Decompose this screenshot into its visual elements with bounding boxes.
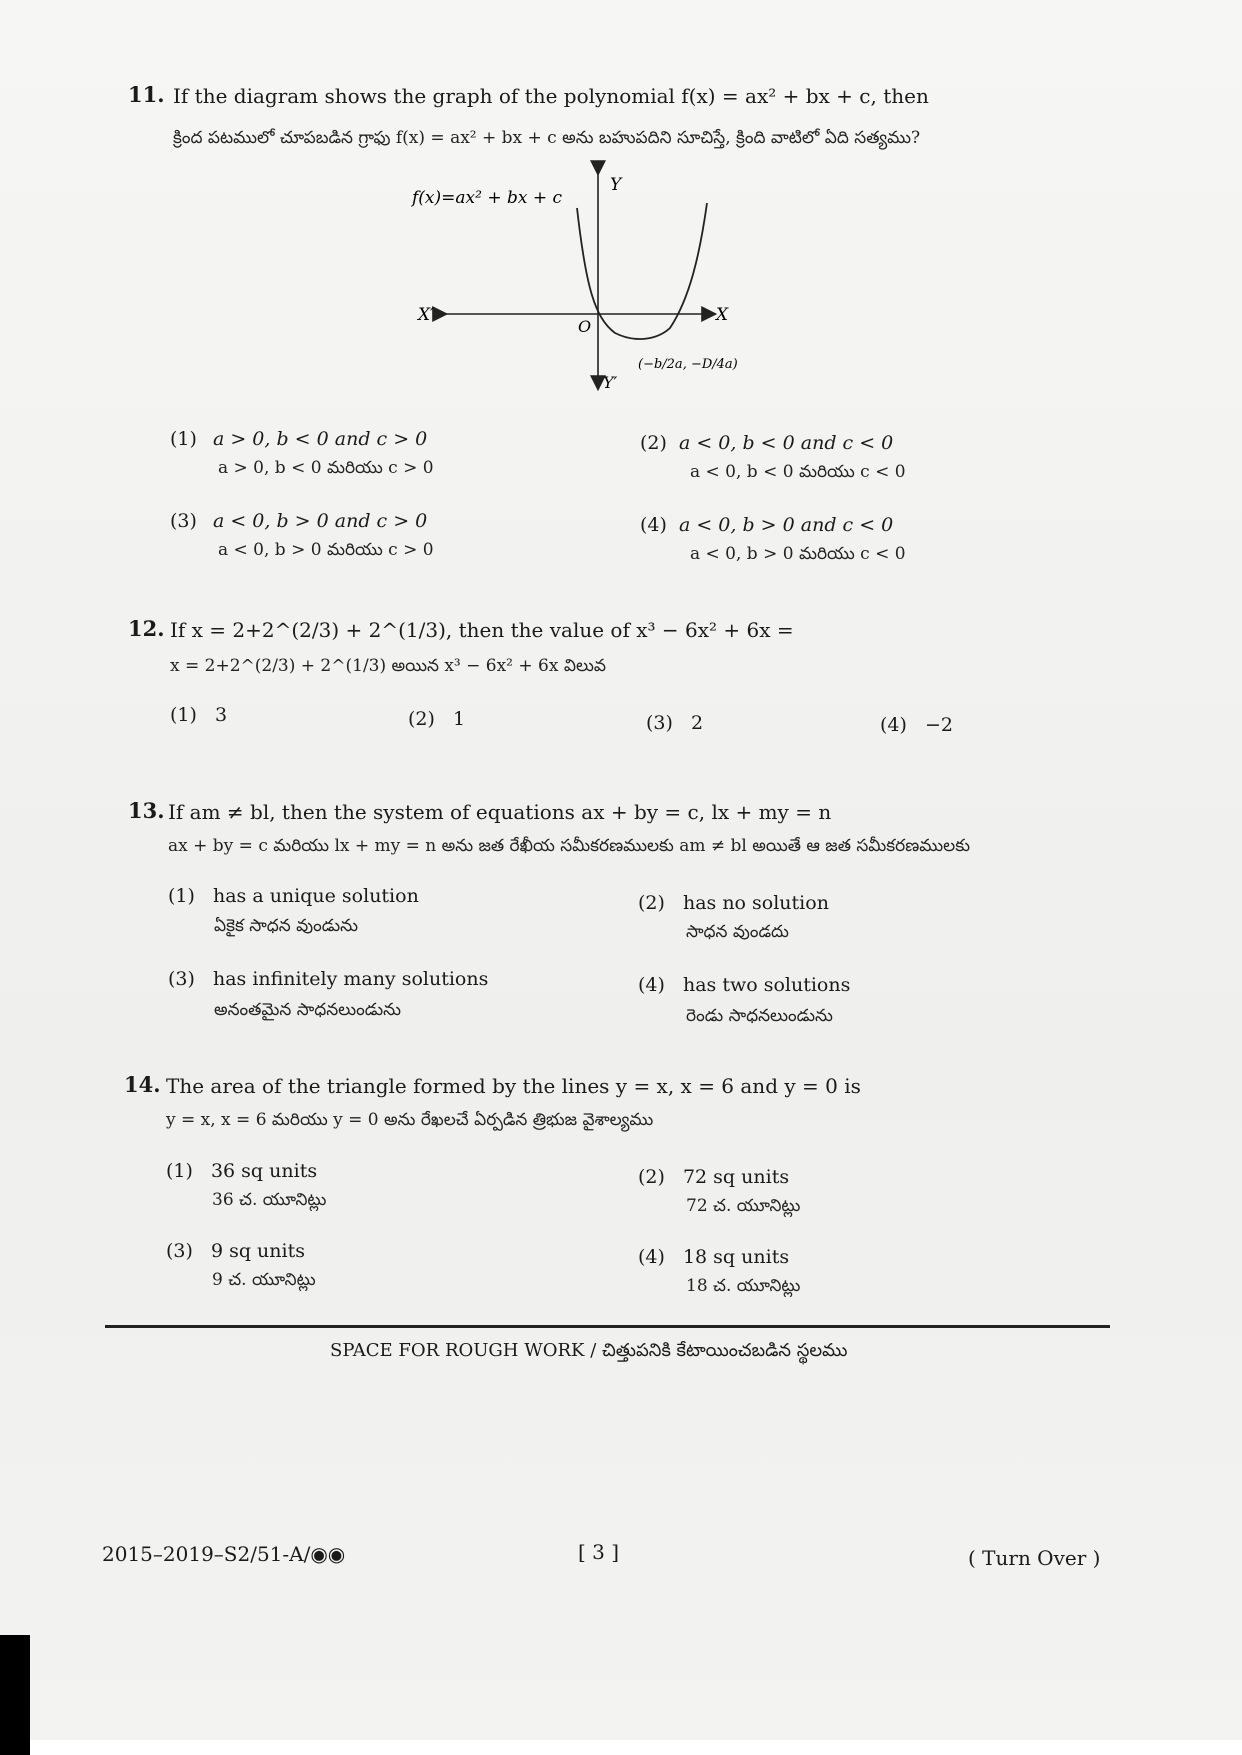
q14-opt2-en: 72 sq units	[682, 1166, 790, 1188]
q13-opt1	[168, 885, 419, 907]
q11-opt3-num: (3)	[170, 510, 197, 532]
q14-opt4-en: 18 sq units	[682, 1246, 790, 1268]
q12-opt2-value: 1	[452, 708, 466, 730]
q14-text-te: y = x, x = 6 మరియు y = 0 అను రేఖలచే ఏర్పడిన త్రిభుజ వైశాల్యము	[166, 1110, 654, 1130]
page-number: [ 3 ]	[578, 1540, 620, 1564]
q11-opt2	[640, 432, 893, 454]
q13-opt3-en: has infinitely many solutions	[212, 968, 489, 990]
q13-opt2-en: has no solution	[682, 892, 829, 914]
q12-opt4	[880, 714, 953, 736]
q11-opt2-te: a < 0, b < 0 మరియు c < 0	[690, 462, 906, 482]
q13-opt4-num: (4)	[638, 974, 665, 996]
turn-over-label: ( Turn Over )	[968, 1546, 1101, 1570]
q12-opt2-num: (2)	[408, 708, 435, 730]
q14-opt2	[638, 1166, 789, 1188]
q14-opt1-te: 36 చ. యూనిట్లు	[212, 1190, 327, 1210]
q12-opt1-num: (1)	[170, 704, 197, 726]
q14-opt3-te: 9 చ. యూనిట్లు	[212, 1270, 316, 1290]
q14-opt2-te: 72 చ. యూనిట్లు	[686, 1196, 801, 1216]
q13-opt2	[638, 892, 829, 914]
q12-number: 12.	[128, 616, 165, 641]
q13-opt4-en: has two solutions	[682, 974, 851, 996]
q11-opt2-num: (2)	[640, 432, 667, 454]
q13-opt2-te: సాధన వుండదు	[686, 922, 789, 942]
q13-text-te: ax + by = c మరియు lx + my = n అను జత రేఖీయ సమీకరణములకు am ≠ bl అయితే ఆ జత సమీకరణములకు	[168, 836, 970, 856]
q12-opt3	[646, 712, 703, 734]
q13-opt3-num: (3)	[168, 968, 195, 990]
q11-text-en: If the diagram shows the graph of the polynomial f(x) = ax² + bx + c, then	[173, 84, 929, 108]
q14-number: 14.	[124, 1072, 161, 1097]
q14-opt1	[166, 1160, 317, 1182]
q12-opt1	[170, 704, 227, 726]
q11-opt3-en: a < 0, b > 0 and c > 0	[212, 510, 428, 532]
q13-opt2-num: (2)	[638, 892, 665, 914]
q14-opt3-num: (3)	[166, 1240, 193, 1262]
q11-text-te: క్రింద పటములో చూపబడిన గ్రాఫు f(x) = ax² + bx + c అను బహుపదిని సూచిస్తే, క్రింది వాటిలో ఏది సత్యము?	[173, 128, 921, 148]
q13-opt1-te: ఏకైక సాధన వుండును	[214, 916, 358, 936]
rough-work-label: SPACE FOR ROUGH WORK / చిత్తుపనికి కేటాయించబడిన స్థలము	[330, 1340, 848, 1361]
q11-parabola-graph	[412, 168, 740, 398]
q14-opt2-num: (2)	[638, 1166, 665, 1188]
q12-opt1-value: 3	[214, 704, 228, 726]
parabola-curve	[577, 203, 707, 339]
y-prime-label: Y′	[603, 373, 618, 392]
q13-opt3-te: అనంతమైన సాధనలుండును	[214, 1000, 401, 1020]
q12-opt4-value: −2	[924, 714, 953, 736]
x-axis-label: X	[716, 305, 729, 325]
q13-opt3	[168, 968, 488, 990]
scan-bottom-margin	[30, 1740, 1242, 1755]
q12-opt3-num: (3)	[646, 712, 673, 734]
q11-opt4-num: (4)	[640, 514, 667, 536]
q14-opt1-num: (1)	[166, 1160, 193, 1182]
q14-opt4	[638, 1246, 789, 1268]
q11-opt3	[170, 510, 427, 532]
q14-opt3-en: 9 sq units	[210, 1240, 305, 1262]
q12-opt2	[408, 708, 465, 730]
q14-text-en: The area of the triangle formed by the lines y = x, x = 6 and y = 0 is	[166, 1074, 861, 1098]
q13-number: 13.	[128, 798, 165, 823]
q13-text-en: If am ≠ bl, then the system of equations ax + by = c, lx + my = n	[168, 800, 832, 824]
q14-opt1-en: 36 sq units	[210, 1160, 318, 1182]
q11-opt3-te: a < 0, b > 0 మరియు c > 0	[218, 540, 434, 560]
q11-opt4	[640, 514, 893, 536]
q11-number: 11.	[128, 82, 165, 107]
q12-opt3-value: 2	[690, 712, 704, 734]
q11-opt1-te: a > 0, b < 0 మరియు c > 0	[218, 458, 434, 478]
q13-opt1-en: has a unique solution	[212, 885, 419, 907]
q13-opt4-te: రెండు సాధనలుండును	[686, 1006, 833, 1026]
q14-opt4-te: 18 చ. యూనిట్లు	[686, 1276, 801, 1296]
origin-label: O	[578, 317, 592, 336]
q11-opt2-en: a < 0, b < 0 and c < 0	[678, 432, 894, 454]
paper-code: 2015–2019–S2/51-A/◉◉	[102, 1542, 346, 1566]
rough-work-divider	[105, 1325, 1110, 1328]
q13-opt4	[638, 974, 850, 996]
q14-opt3	[166, 1240, 305, 1262]
x-prime-label: X′	[418, 305, 434, 325]
q11-opt4-te: a < 0, b > 0 మరియు c < 0	[690, 544, 906, 564]
q11-opt4-en: a < 0, b > 0 and c < 0	[678, 514, 894, 536]
q13-opt1-num: (1)	[168, 885, 195, 907]
curve-label: f(x)=ax² + bx + c	[412, 188, 563, 208]
q11-opt1-num: (1)	[170, 428, 197, 450]
vertex-label: (−b/2a, −D/4a)	[638, 357, 738, 372]
q12-text-te: x = 2+2^(2/3) + 2^(1/3) అయిన x³ − 6x² + 6x విలువ	[170, 656, 606, 676]
q14-opt4-num: (4)	[638, 1246, 665, 1268]
scan-edge-shadow	[0, 1635, 30, 1755]
q11-opt1-en: a > 0, b < 0 and c > 0	[212, 428, 428, 450]
q12-opt4-num: (4)	[880, 714, 907, 736]
q12-text-en: If x = 2+2^(2/3) + 2^(1/3), then the value of x³ − 6x² + 6x =	[170, 618, 794, 642]
q11-opt1	[170, 428, 427, 450]
y-axis-label: Y	[610, 175, 622, 195]
